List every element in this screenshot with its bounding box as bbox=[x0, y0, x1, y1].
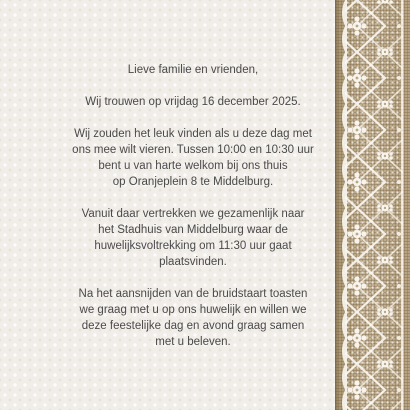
reception-paragraph bbox=[62, 126, 324, 190]
text-line: ons mee wilt vieren. Tussen 10:00 en 10:30 uur bbox=[72, 144, 314, 156]
text-line: Na het aansnijden van de bruidstaart toasten bbox=[78, 288, 308, 300]
wedding-date-paragraph bbox=[62, 94, 324, 110]
invitation-text bbox=[62, 62, 324, 350]
text-line: op Oranjeplein 8 te Middelburg. bbox=[112, 176, 274, 188]
text-line: Vanuit daar vertrekken we gezamenlijk naar bbox=[81, 208, 305, 220]
greeting-paragraph bbox=[62, 62, 324, 78]
text-line: Wij zouden het leuk vinden als u deze dag met bbox=[74, 128, 312, 140]
text-line: deze feestelijke dag en avond graag samen bbox=[81, 320, 305, 332]
text-line: Wij trouwen op vrijdag 16 december 2025. bbox=[85, 96, 301, 108]
text-line: Lieve familie en vrienden, bbox=[127, 64, 259, 76]
text-line: we graag met u op ons huwelijk en willen we bbox=[79, 304, 307, 316]
text-line: het Stadhuis van Middelburg waar de bbox=[98, 224, 288, 236]
ceremony-paragraph bbox=[62, 206, 324, 270]
text-line: plaatsvinden. bbox=[159, 256, 227, 268]
celebration-paragraph bbox=[62, 286, 324, 350]
lace-pattern-icon bbox=[335, 0, 410, 410]
lace-border bbox=[335, 0, 410, 410]
text-line: bent u van harte welkom bij ons thuis bbox=[98, 160, 288, 172]
text-line: met u beleven. bbox=[155, 336, 231, 348]
text-line: huwelijksvoltrekking om 11:30 uur gaat bbox=[94, 240, 292, 252]
